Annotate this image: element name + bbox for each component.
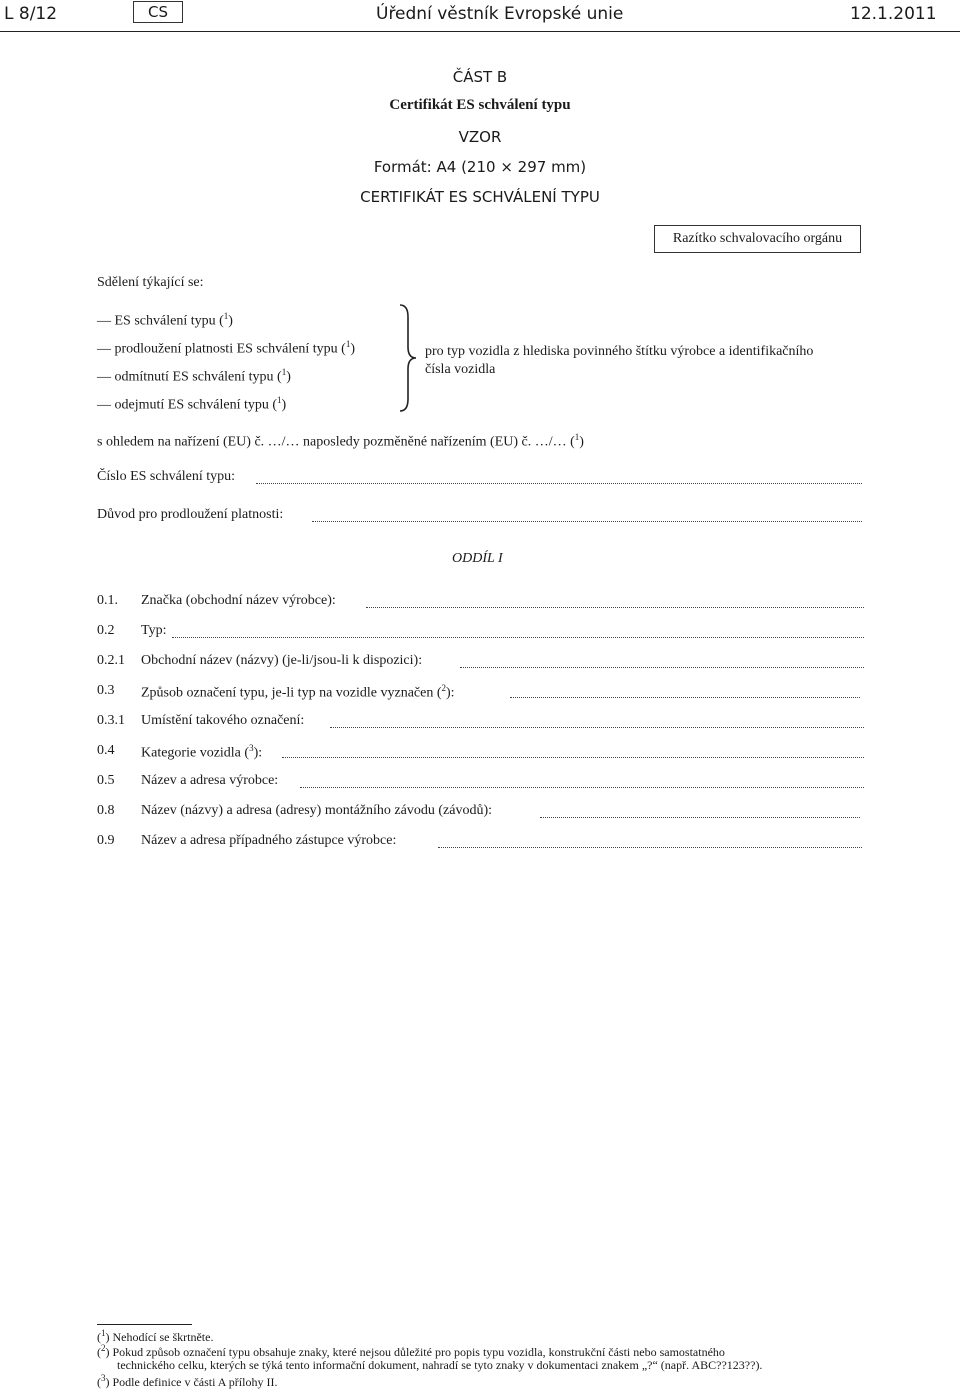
item-field (282, 757, 864, 758)
extension-reason-label: Důvod pro prodloužení platnosti: (97, 507, 284, 522)
page-number: L 8/12 (4, 4, 58, 24)
footnote-2-continuation: technického celku, kterých se týká tento informační dokument, nahradí se tyto znaky v dokumentaci znakem „?“ (např. ABC??123??). (117, 1358, 763, 1372)
item-number: 0.3 (97, 683, 115, 698)
section-title: ODDÍL I (452, 551, 503, 566)
item-label: Značka (obchodní název výrobce): (141, 593, 336, 608)
item-number: 0.5 (97, 773, 115, 788)
item-label: Způsob označení typu, je-li typ na vozidle vyznačen ($^2$): (141, 683, 455, 701)
footnote-2: ($^2$) Pokud způsob označení typu obsahuje znaky, které nejsou důležité pro popis typu vozidla, konstrukční části nebo samostatného (97, 1343, 725, 1359)
item-field (172, 637, 864, 638)
item-number: 0.9 (97, 833, 115, 848)
item-number: 0.3.1 (97, 713, 125, 728)
publication-date: 12.1.2011 (850, 4, 937, 24)
curly-brace (396, 303, 420, 413)
brace-text-line2: čísla vozidla (425, 362, 496, 377)
model-label: VZOR (458, 128, 502, 146)
footnote-3: ($^3$) Podle definice v části A přílohy II. (97, 1373, 278, 1389)
option-extension: — prodloužení platnosti ES schválení typu ($^1$) (97, 339, 356, 357)
item-label: Umístění takového označení: (141, 713, 305, 728)
item-field (366, 607, 864, 608)
approval-number-field (256, 483, 862, 484)
extension-reason-field (312, 521, 862, 522)
footnote-1: ($^1$) Nehodící se škrtněte. (97, 1328, 214, 1344)
item-label: Obchodní název (názvy) (je-li/jsou-li k dispozici): (141, 653, 423, 668)
part-title: ČÁST B (452, 68, 508, 86)
journal-title: Úřední věstník Evropské unie (376, 4, 624, 24)
item-field (510, 697, 860, 698)
item-field (438, 847, 862, 848)
item-label: Název a adresa případného zástupce výrobce: (141, 833, 397, 848)
item-label: Název (názvy) a adresa (adresy) montážního závodu (závodů): (141, 803, 492, 818)
item-label: Kategorie vozidla ($^3$): (141, 743, 263, 761)
item-number: 0.1. (97, 593, 118, 608)
item-number: 0.8 (97, 803, 115, 818)
item-field (330, 727, 864, 728)
stamp-box: Razítko schvalovacího orgánu (654, 225, 861, 253)
item-number: 0.2 (97, 623, 115, 638)
format-label: Formát: A4 (210 × 297 mm) (373, 158, 587, 176)
footnote-rule (97, 1324, 192, 1325)
header-rule (0, 31, 960, 32)
item-field (540, 817, 860, 818)
item-field (300, 787, 864, 788)
option-withdrawal: — odejmutí ES schválení typu ($^1$) (97, 395, 287, 413)
item-field (460, 667, 864, 668)
item-label: Typ: (141, 623, 167, 638)
item-number: 0.4 (97, 743, 115, 758)
brace-text-line1: pro typ vozidla z hlediska povinného štítku výrobce a identifikačního (425, 344, 814, 359)
approval-number-label: Číslo ES schválení typu: (97, 469, 236, 484)
item-number: 0.2.1 (97, 653, 125, 668)
regulation-line: s ohledem na nařízení (EU) č. …/… naposledy pozměněné nařízením (EU) č. …/… ($^1$) (97, 432, 584, 450)
certificate-title: Certifikát ES schválení typu (389, 97, 571, 113)
option-approval: — ES schválení typu ($^1$) (97, 311, 233, 329)
item-label: Název a adresa výrobce: (141, 773, 279, 788)
option-refusal: — odmítnutí ES schválení typu ($^1$) (97, 367, 291, 385)
language-code-box: CS (133, 1, 183, 23)
main-title: CERTIFIKÁT ES SCHVÁLENÍ TYPU (360, 188, 600, 206)
notice-label: Sdělení týkající se: (97, 275, 204, 290)
